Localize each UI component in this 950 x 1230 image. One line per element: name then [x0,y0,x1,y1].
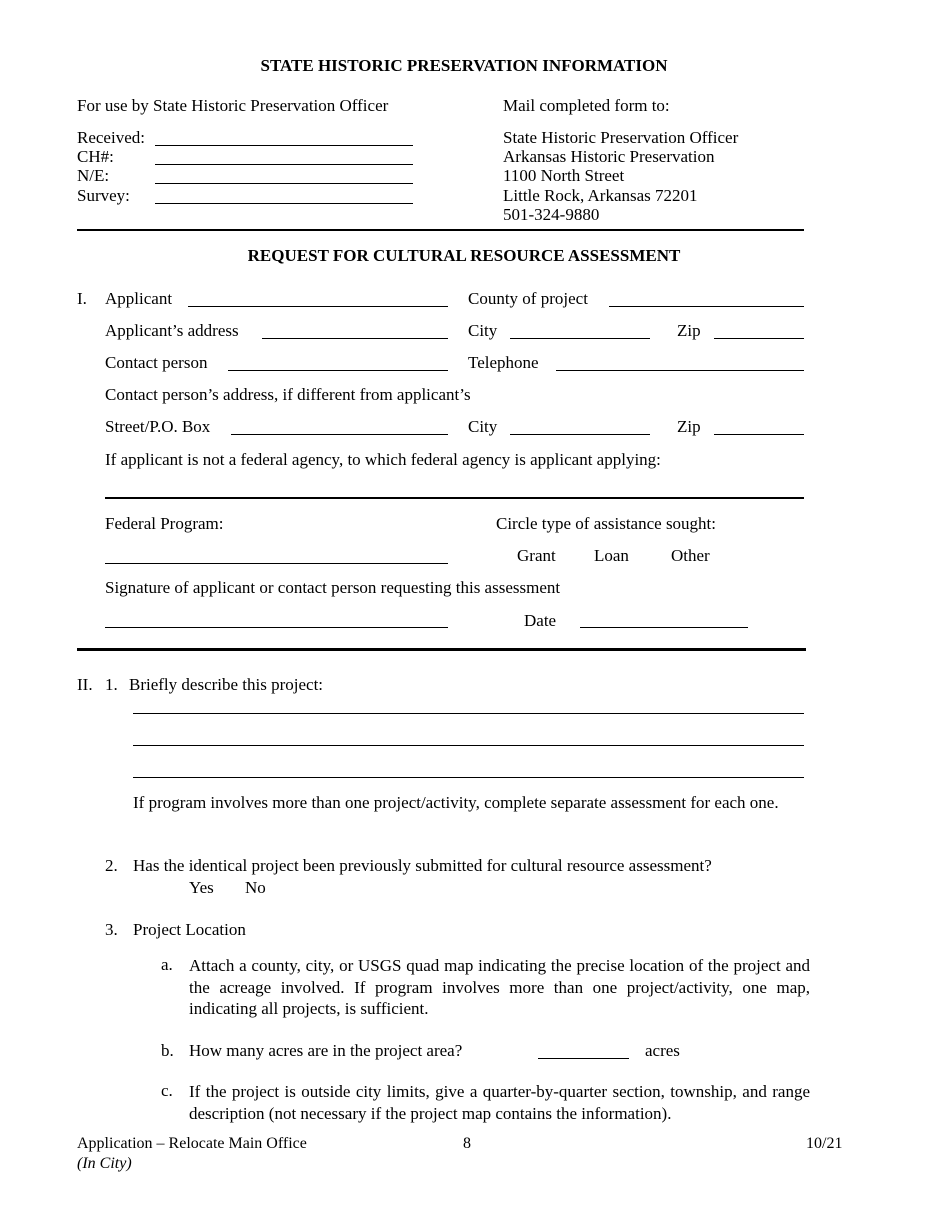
address-line: Arkansas Historic Preservation [503,147,715,166]
section-title: REQUEST FOR CULTURAL RESOURCE ASSESSMENT [247,246,681,265]
ne-label: N/E: [77,166,110,185]
date-label: Date [524,611,557,630]
county-field[interactable] [609,306,804,307]
signature-label: Signature of applicant or contact person requesting this assessment [105,578,561,597]
telephone-field[interactable] [556,370,804,371]
question-number: 3. [105,920,118,939]
ne-field[interactable] [155,183,413,184]
page-title: STATE HISTORIC PRESERVATION INFORMATION [260,56,668,75]
signature-field[interactable] [105,627,448,628]
question-number: 2. [105,856,118,875]
project-location-heading: Project Location [133,920,246,939]
mail-to-label: Mail completed form to: [503,96,670,115]
acres-field[interactable] [538,1058,629,1059]
address-line: Little Rock, Arkansas 72201 [503,186,698,205]
item-label: a. [161,955,173,974]
multi-project-note: If program involves more than one project/activity, complete separate assessment for each one. [133,793,779,812]
item-label: b. [161,1041,174,1060]
previous-submission-question: Has the identical project been previously submitted for cultural resource assessment? [133,856,712,875]
footer-document-title: Application – Relocate Main Office [77,1135,307,1152]
revision-date: 10/21 [806,1135,843,1152]
assistance-option-loan[interactable]: Loan [594,546,629,565]
acres-unit: acres [645,1041,680,1060]
survey-label: Survey: [77,186,130,205]
contact-address-note: Contact person’s address, if different from applicant’s [105,385,471,404]
contact-person-field[interactable] [228,370,448,371]
assistance-type-label: Circle type of assistance sought: [496,514,717,533]
section-divider [77,648,806,651]
project-description-field[interactable] [133,745,804,746]
county-label: County of project [468,289,588,308]
survey-field[interactable] [155,203,413,204]
city-field[interactable] [510,338,650,339]
item-label: c. [161,1081,173,1100]
city-label: City [468,417,498,436]
ch-field[interactable] [155,164,413,165]
acres-question: How many acres are in the project area? [189,1041,463,1060]
zip-label: Zip [677,321,701,340]
received-label: Received: [77,128,145,147]
page-number: 8 [463,1135,471,1152]
question-number: 1. [105,675,118,694]
zip-label: Zip [677,417,701,436]
project-description-field[interactable] [133,713,804,714]
answer-no[interactable]: No [245,878,266,897]
city-label: City [468,321,498,340]
contact-person-label: Contact person [105,353,208,372]
telephone-label: Telephone [468,353,539,372]
header-divider [77,229,804,231]
ch-label: CH#: [77,147,114,166]
map-instruction: Attach a county, city, or USGS quad map indicating the precise location of the project and the acreage involved. If program involves more than one project/activity, one map, indicating all projects, is sufficient. [189,956,810,1018]
section-numeral: I. [77,289,87,308]
federal-agency-question: If applicant is not a federal agency, to which federal agency is applicant applying: [105,450,661,469]
section-numeral: II. [77,675,93,694]
federal-program-field[interactable] [105,563,448,564]
zip-field[interactable] [714,338,804,339]
office-use-label: For use by State Historic Preservation Officer [77,96,389,115]
project-description-field[interactable] [133,777,804,778]
contact-zip-field[interactable] [714,434,804,435]
street-label: Street/P.O. Box [105,417,211,436]
address-line: State Historic Preservation Officer [503,128,739,147]
phone-number: 501-324-9880 [503,205,600,224]
footer-subtitle: (In City) [77,1155,132,1172]
federal-program-label: Federal Program: [105,514,224,533]
applicant-address-label: Applicant’s address [105,321,239,340]
federal-agency-field[interactable] [105,497,804,499]
received-field[interactable] [155,145,413,146]
applicant-field[interactable] [188,306,448,307]
answer-yes[interactable]: Yes [189,878,214,897]
applicant-label: Applicant [105,289,173,308]
date-field[interactable] [580,627,748,628]
location-description-instruction: If the project is outside city limits, give a quarter-by-quarter section, township, and range description (not necessary if the project map contains the information). [189,1082,810,1123]
street-field[interactable] [231,434,448,435]
assistance-option-other[interactable]: Other [671,546,710,565]
describe-project-label: Briefly describe this project: [129,675,324,694]
applicant-address-field[interactable] [262,338,448,339]
contact-city-field[interactable] [510,434,650,435]
address-line: 1100 North Street [503,166,625,185]
assistance-option-grant[interactable]: Grant [517,546,556,565]
